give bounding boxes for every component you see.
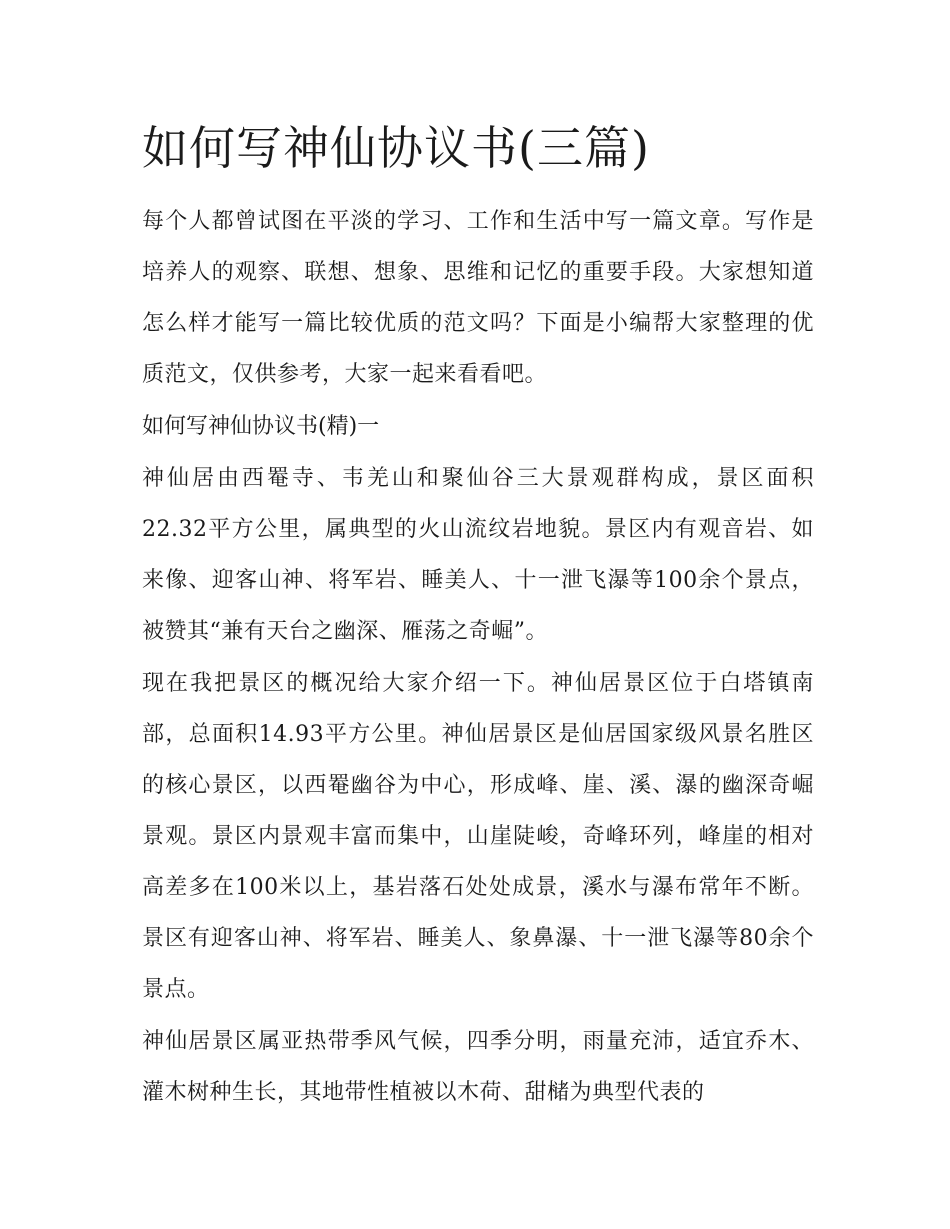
document-page	[142, 112, 814, 1119]
body-paragraph-2: 现在我把景区的概况给大家介绍一下。神仙居景区位于白塔镇南部，总面积14.93平方公里。神仙居景区是仙居国家级风景名胜区的核心景区，以西罨幽谷为中心，形成峰、崖、溪、瀑的幽深奇崛景观。景区内景观丰富而集中，山崖陡峻，奇峰环列，峰崖的相对高差多在100米以上，基岩落石处处成景，溪水与瀑布常年不断。景区有迎客山神、将军岩、睡美人、象鼻瀑、十一泄飞瀑等80余个景点。	[142, 671, 814, 1002]
intro-paragraph: 每个人都曾试图在平淡的学习、工作和生活中写一篇文章。写作是培养人的观察、联想、想象、思维和记忆的重要手段。大家想知道怎么样才能写一篇比较优质的范文吗？下面是小编帮大家整理的优质范文，仅供参考，大家一起来看看吧。	[142, 209, 814, 387]
document-title: 如何写神仙协议书(三篇)	[142, 121, 650, 175]
body-paragraph-1: 神仙居由西罨寺、韦羌山和聚仙谷三大景观群构成，景区面积22.32平方公里，属典型的火山流纹岩地貌。景区内有观音岩、如来像、迎客山神、将军岩、睡美人、十一泄飞瀑等100余个景点，被赞其“兼有天台之幽深、雁荡之奇崛”。	[142, 466, 814, 644]
body-paragraph-3: 神仙居景区属亚热带季风气候，四季分明，雨量充沛，适宜乔木、灌木树种生长，其地带性植被以木荷、甜槠为典型代表的	[142, 1029, 814, 1105]
section-heading: 如何写神仙协议书(精)一	[142, 414, 380, 439]
